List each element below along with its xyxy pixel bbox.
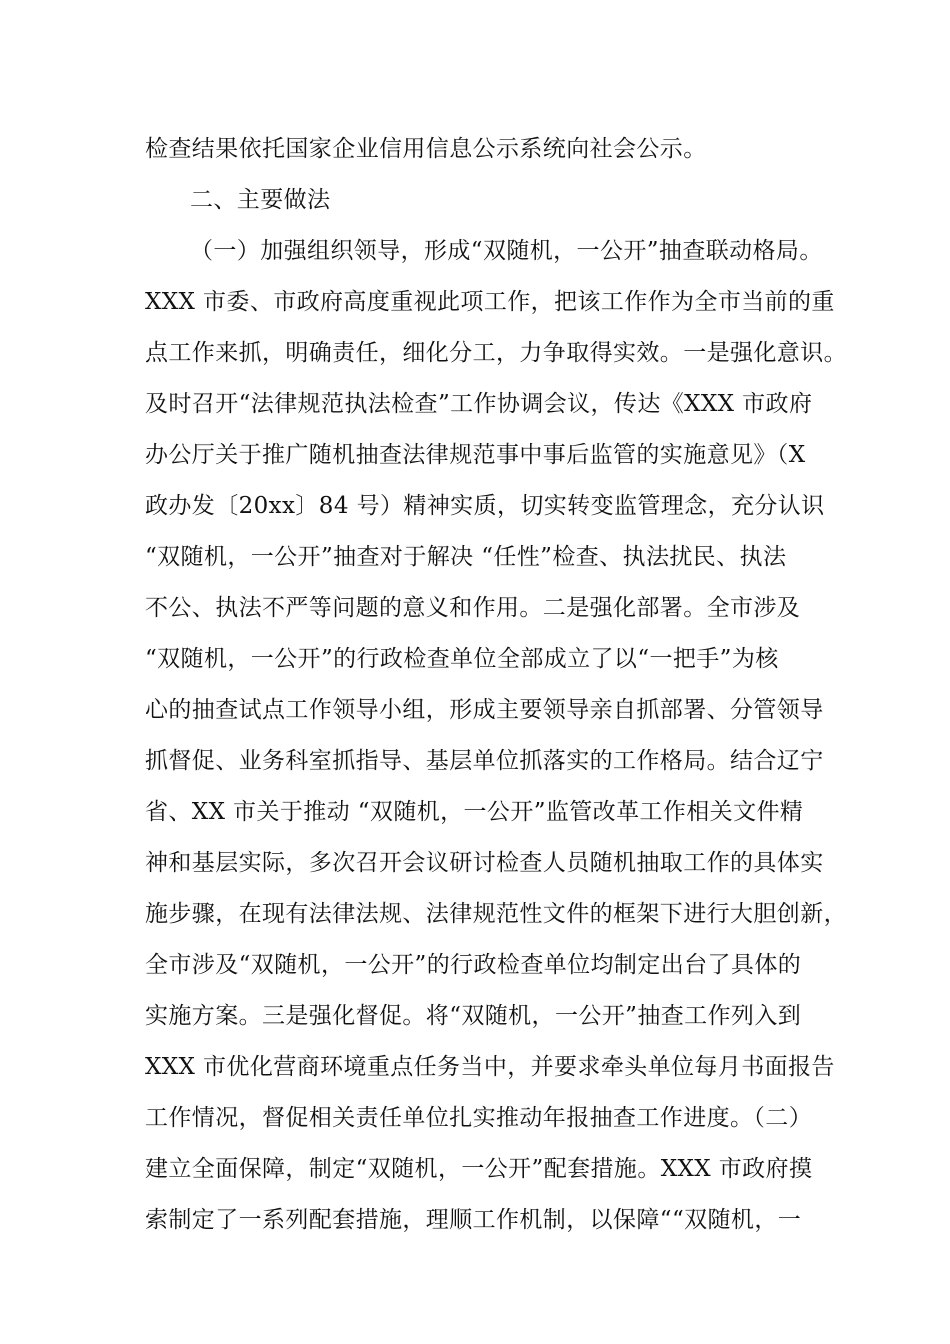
text-line: XXX 市委、市政府高度重视此项工作，把该工作作为全市当前的重 [145,289,835,315]
text-line: 建立全面保障，制定“双随机，一公开”配套措施。XXX 市政府摸 [145,1156,813,1182]
text-line: 施步骤，在现有法律法规、法律规范性文件的框架下进行大胆创新， [145,901,847,927]
text-line: 检查结果依托国家企业信用信息公示系统向社会公示。 [145,136,707,162]
text-line: 全市涉及“双随机，一公开”的行政检查单位均制定出台了具体的 [145,952,802,978]
text-line: 办公厅关于推广随机抽查法律规范事中事后监管的实施意见》（X [145,442,806,468]
text-line: 神和基层实际，多次召开会议研讨检查人员随机抽取工作的具体实 [145,850,824,876]
text-line: 抓督促、业务科室抓指导、基层单位抓落实的工作格局。结合辽宁 [145,748,824,774]
subsection-heading: （一）加强组织领导，形成“双随机，一公开”抽查联动格局。 [190,238,823,264]
text-line: XXX 市优化营商环境重点任务当中，并要求牵头单位每月书面报告 [145,1054,835,1080]
text-line: 索制定了一系列配套措施，理顺工作机制，以保障““双随机，一 [145,1207,802,1233]
text-line: 省、XX 市关于推动 “双随机，一公开”监管改革工作相关文件精 [145,799,804,825]
text-line: 心的抽查试点工作领导小组，形成主要领导亲自抓部署、分管领导 [145,697,824,723]
text-line: 及时召开“法律规范执法检查”工作协调会议，传达《XXX 市政府 [145,391,813,417]
text-line: “双随机，一公开”抽查对于解决 “任性”检查、执法扰民、执法 [145,544,787,570]
text-line: “双随机，一公开”的行政检查单位全部成立了以“一把手”为核 [145,646,779,672]
text-line: 政办发〔20xx〕84 号）精神实质，切实转变监管理念，充分认识 [145,493,825,519]
text-line: 点工作来抓，明确责任，细化分工，力争取得实效。一是强化意识。 [145,340,847,366]
section-heading: 二、主要做法 [190,187,331,213]
text-line: 不公、执法不严等问题的意义和作用。二是强化部署。全市涉及 [145,595,801,621]
text-line: 工作情况，督促相关责任单位扎实推动年报抽查工作进度。（二） [145,1105,813,1131]
text-line: 实施方案。三是强化督促。将“双随机，一公开”抽查工作列入到 [145,1003,802,1029]
